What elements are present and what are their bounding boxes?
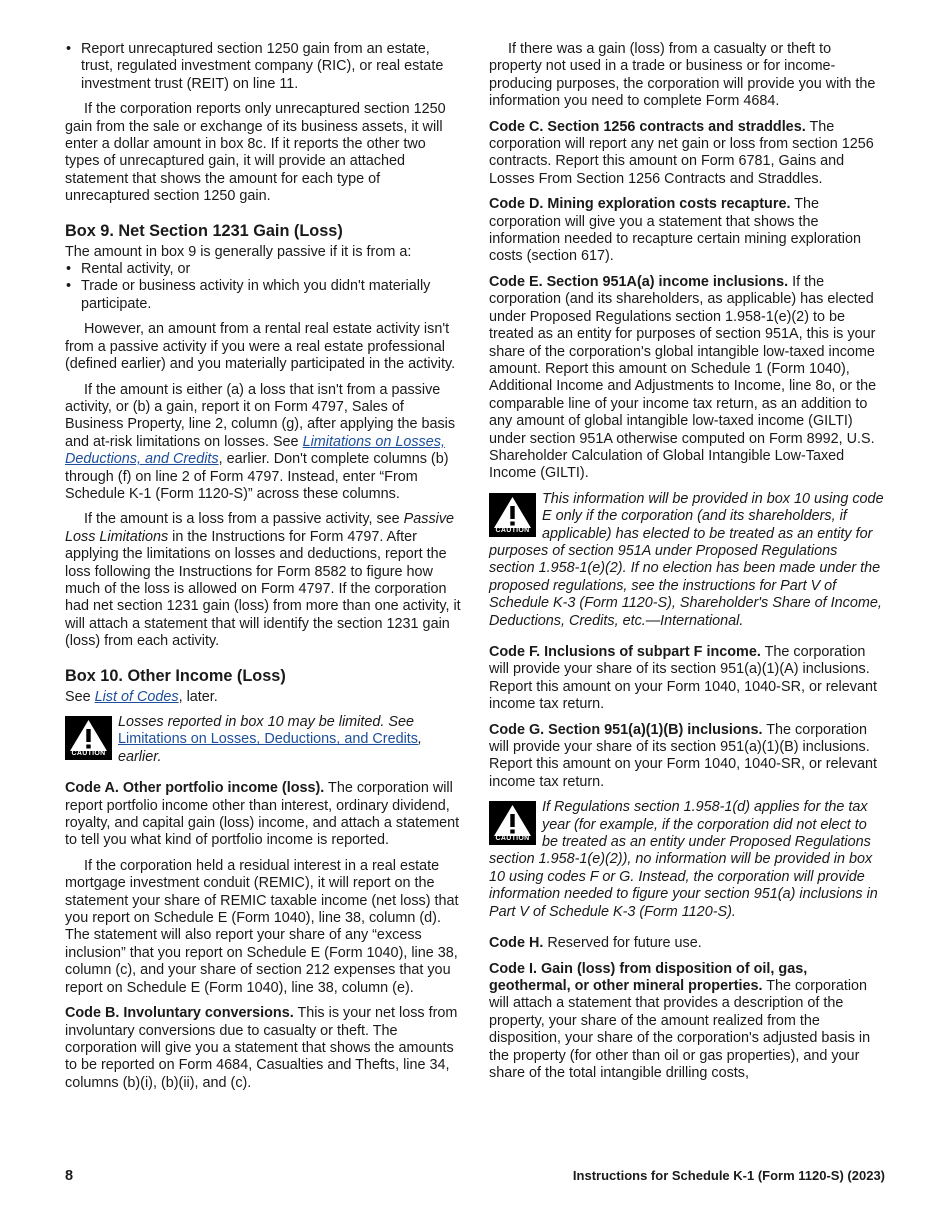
box9-bullet-rental: • Rental activity, or bbox=[65, 261, 462, 278]
caution-icon: CAUTION bbox=[65, 716, 112, 760]
caution-limitations-link[interactable]: Limitations on Losses, Deductions, and Credits bbox=[118, 731, 418, 748]
code-c-paragraph: Code C. Section 1256 contracts and straddles. The corporation will report any net gain or loss from section 1256 contracts. Report this amount on Form 6781, Gains and Losses From Section 1256 Contracts and Straddles. bbox=[489, 118, 874, 187]
right-column bbox=[489, 41, 886, 1090]
footer-title: Instructions for Schedule K-1 (Form 1120-S) (2023) bbox=[572, 1168, 885, 1183]
caution-icon: CAUTION bbox=[489, 801, 536, 845]
caution-box-code-e: CAUTION This information will be provided in box 10 using code E only if the corporation (and its shareholders, if applicable) has elected to be treated as an entity for purposes of section 951A under Proposed Regulations section 1.958-1(e)(2). If no election has been made under the proposed regulations, see the instructions for Part V of Schedule K-3 (Form 1120-S), Shareholder's Share of Income, Deductions, Credits, etc.—International. bbox=[489, 490, 884, 629]
code-b-paragraph: Code B. Involuntary conversions. This is your net loss from involuntary conversions due to casualty or theft. The corporation will give you a statement that shows the amounts to be reported on Form 4684, Casualties and Thefts, line 34, columns (b)(i), (b)(ii), and (c). bbox=[65, 1005, 458, 1091]
box10-see-codes: See List of Codes, later. bbox=[65, 688, 218, 705]
code-f-paragraph: Code F. Inclusions of subpart F income. The corporation will provide your share of its section 951(a)(1)(A) inclusions. Report this amount on your Form 1040, 1040-SR, or relevant income tax return. bbox=[489, 644, 877, 713]
box9-paragraph-passive-loss: If the amount is a loss from a passive activity, see Passive Loss Limitations in the Instructions for Form 4797. After applying the limitations on losses and deductions, report the loss following the Instructions for Form 8582 to figure how much of the loss is allowed on Form 4797. If the corporation had net section 1231 gain (loss) from more than one activity, it will attach a statement that will identify the section 1231 gain (loss) from each activity. bbox=[65, 511, 461, 650]
code-e-paragraph: Code E. Section 951A(a) income inclusions. If the corporation (and its shareholders, as applicable) has elected under Proposed Regulations section 1.958-1(e)(2) to be treated as an entity for purposes of section 951A, this is your share of the corporation's global intangible low-taxed income amount. Report this amount on Schedule 1 (Form 1040), Additional Income and Adjustments to Income, line 8o, or the comparable line of your income tax return, as an addition to any amount of global intangible low-taxed income (GILTI) under section 951A otherwise computed on Form 8992, U.S. Shareholder Calculation of Global Intangible Low-Taxed Income (GILTI). bbox=[489, 273, 877, 482]
box9-bullet-trade: • Trade or business activity in which you didn't materially participate. bbox=[65, 278, 462, 313]
limitations-link[interactable]: Limitations on Losses, Deductions, and Credits bbox=[65, 433, 445, 468]
box10-heading: Box 10. Other Income (Loss) bbox=[65, 666, 286, 685]
page-number: 8 bbox=[65, 1168, 74, 1184]
caution-box-box10: CAUTION Losses reported in box 10 may be limited. See Limitations on Losses, Deductions, and Credits, earlier. bbox=[65, 714, 462, 766]
code-d-paragraph: Code D. Mining exploration costs recapture. The corporation will give you a statement that shows the information needed to recapture certain mining exploration costs (section 617). bbox=[489, 196, 861, 265]
box9-paragraph-real-estate: However, an amount from a rental real estate activity isn't from a passive activity if you were a real estate professional (defined earlier) and you materially participated in the activity. bbox=[65, 321, 456, 373]
code-g-paragraph: Code G. Section 951(a)(1)(B) inclusions. The corporation will provide your share of its section 951(a)(1)(B) inclusions. Report this amount on your Form 1040, 1040-SR, or relevant income tax return. bbox=[489, 721, 877, 790]
box9-heading: Box 9. Net Section 1231 Gain (Loss) bbox=[65, 221, 343, 240]
box9-paragraph-form-4797: If the amount is either (a) a loss that isn't from a passive activity, or (b) a gain, report it on Form 4797, Sales of Business Property, line 2, column (g), after applying the basis and at-risk limitations on losses. See Limitations on Losses, Deductions, and Credits, earlier. Don't complete columns (b) through (f) on line 2 of Form 4797. Instead, enter “From Schedule K-1 (Form 1120-S)” across these columns. bbox=[65, 381, 456, 502]
caution-icon: CAUTION bbox=[489, 493, 536, 537]
paragraph-unrecaptured-gain: If the corporation reports only unrecaptured section 1250 gain from the sale or exchange of its business assets, it will enter a dollar amount in box 8c. If it reports the other two types of unrecaptured gain, it will provide an attached statement that shows the amount for each type of unrecaptured section 1250 gain. bbox=[65, 101, 446, 205]
left-column bbox=[65, 41, 462, 1100]
caution-box-code-g: CAUTION If Regulations section 1.958-1(d) applies for the tax year (for example, if the corporation did not elect to be treated as an entity under Proposed Regulations section 1.958-1(e)(2)), no information will be provided in box 10 using codes F or G. Instead, the corporation will provide information needed to figure your section 951(a) inclusions in Part V of Schedule K-3 (Form 1120-S). bbox=[489, 799, 878, 920]
code-h-paragraph: Code H. Reserved for future use. bbox=[489, 935, 702, 952]
list-of-codes-link[interactable]: List of Codes bbox=[94, 688, 179, 705]
bullet-unrecaptured-1250: • Report unrecaptured section 1250 gain from an estate, trust, regulated investment company (RIC), or real estate investment trust (REIT) on line 11. bbox=[65, 41, 462, 93]
code-i-paragraph: Code I. Gain (loss) from disposition of oil, gas, geothermal, or other mineral properties. The corporation will attach a statement that provides a description of the property, your share of the amount realized from the disposition, your share of the corporation's adjusted basis in the property (for other than oil or gas properties), and your share of the total intangible drilling costs, bbox=[489, 960, 871, 1081]
box9-intro: The amount in box 9 is generally passive if it is from a: bbox=[65, 243, 412, 260]
code-a-remic-paragraph: If the corporation held a residual interest in a real estate mortgage investment conduit (REMIC), it will report on the statement your share of REMIC taxable income (net loss) that you report on Schedule E (Form 1040), line 38, column (d). The statement will also report your share of any “excess inclusion” that you report on Schedule E (Form 1040), line 38, column (c), and your share of section 212 expenses that you report on Schedule E (Form 1040), line 38, column (e). bbox=[65, 857, 459, 996]
code-a-paragraph: Code A. Other portfolio income (loss). The corporation will report portfolio income other than interest, ordinary dividend, royalty, and capital gain (loss) income, and attach a statement to tell you what kind of portfolio income is reported. bbox=[65, 780, 460, 849]
casualty-theft-paragraph: If there was a gain (loss) from a casualty or theft to property not used in a trade or business or for income-producing purposes, the corporation will provide you with the information you need to complete Form 4684. bbox=[489, 41, 876, 110]
